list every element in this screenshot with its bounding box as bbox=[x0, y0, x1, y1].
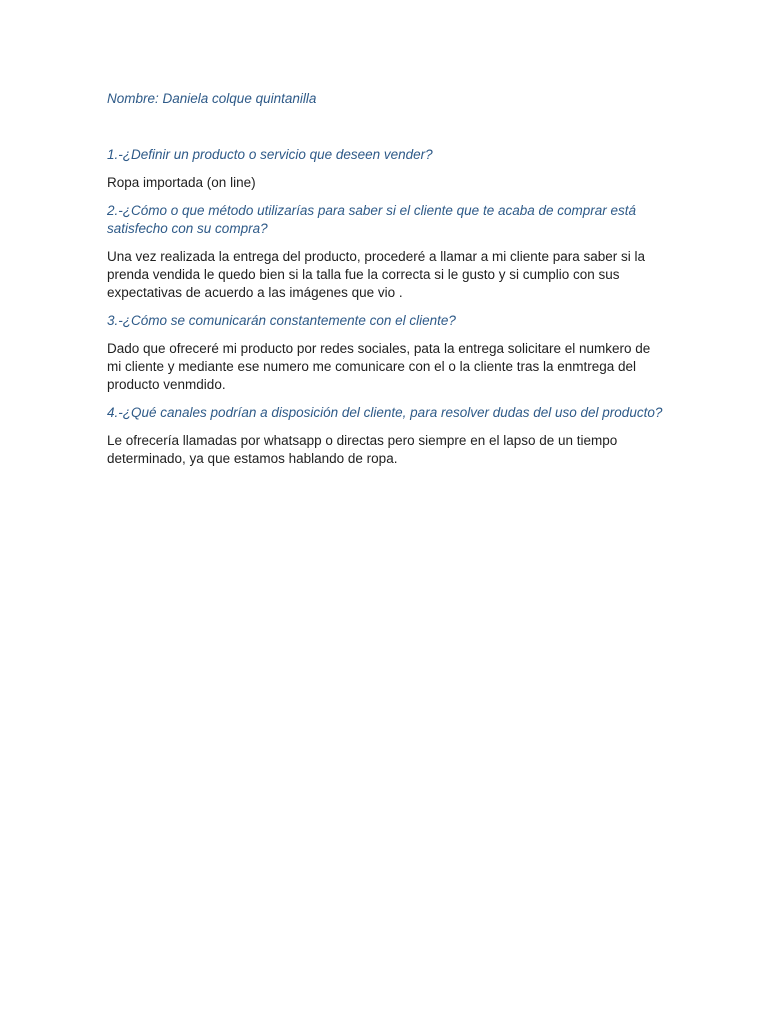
question-4: 4.-¿Qué canales podrían a disposición del cliente, para resolver dudas del uso del producto? bbox=[107, 405, 663, 420]
document-page bbox=[107, 90, 667, 478]
answer-1: Ropa importada (on line) bbox=[107, 175, 256, 190]
student-name: Nombre: Daniela colque quintanilla bbox=[107, 91, 317, 106]
question-1: 1.-¿Definir un producto o servicio que deseen vender? bbox=[107, 147, 433, 162]
qa-block-2 bbox=[107, 202, 667, 302]
answer-4: Le ofrecería llamadas por whatsapp o directas pero siempre en el lapso de un tiempo determinado, ya que estamos hablando de ropa. bbox=[107, 433, 618, 466]
qa-block-1 bbox=[107, 146, 667, 192]
question-3: 3.-¿Cómo se comunicarán constantemente con el cliente? bbox=[107, 313, 456, 328]
qa-block-4 bbox=[107, 404, 667, 468]
answer-3: Dado que ofreceré mi producto por redes sociales, pata la entrega solicitare el numkero de mi cliente y mediante ese numero me comunicare con el o la cliente tras la enmtrega del producto venmdido. bbox=[107, 341, 651, 392]
question-2: 2.-¿Cómo o que método utilizarías para saber si el cliente que te acaba de comprar está satisfecho con su compra? bbox=[107, 203, 637, 236]
qa-block-3 bbox=[107, 312, 667, 394]
answer-2: Una vez realizada la entrega del producto, procederé a llamar a mi cliente para saber si la prenda vendida le quedo bien si la talla fue la correcta si le gusto y si cumplio con sus expectativas de acuerdo a las imágenes que vio . bbox=[107, 249, 646, 300]
